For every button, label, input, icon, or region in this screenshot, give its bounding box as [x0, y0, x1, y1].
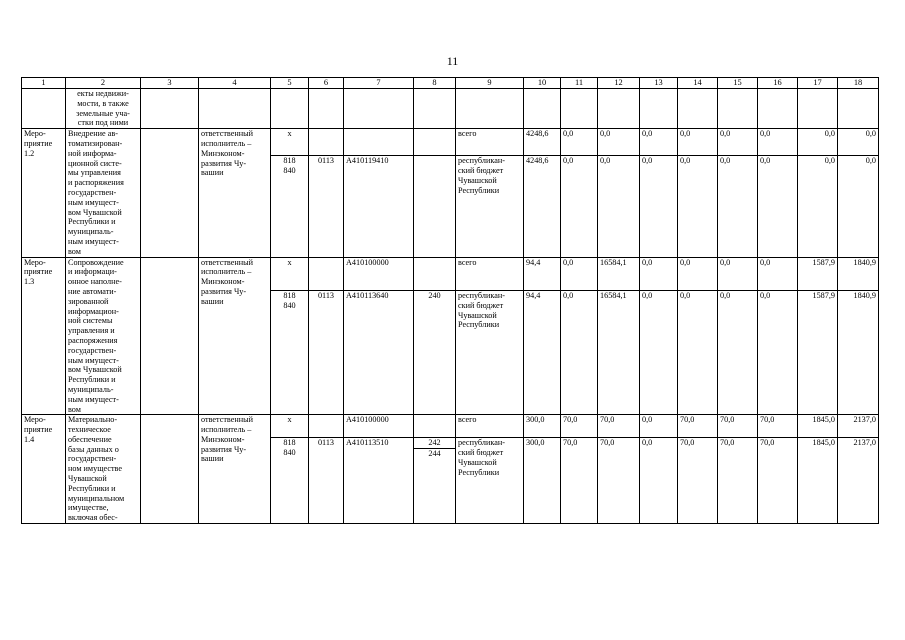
- funding-source-line: республикан-: [458, 156, 505, 166]
- event-description-line: вом Чувашской: [68, 365, 122, 375]
- column-header-6: 6: [309, 78, 344, 89]
- cell-col10: [524, 89, 561, 129]
- event-number-line: Меро-: [24, 257, 46, 267]
- value-col11: 0,0: [561, 290, 598, 414]
- responsible-executor-line: ответственный: [201, 129, 254, 139]
- cell-col13: [640, 89, 678, 129]
- event-number-line: приятие: [24, 138, 53, 148]
- event-number-line: Меро-: [24, 129, 46, 139]
- cell-col5: [271, 290, 309, 414]
- column-header-7: 7: [344, 78, 414, 89]
- cell-col7: [344, 129, 414, 156]
- event-description-line: ным имущест-: [68, 394, 119, 404]
- funding-source-line: Чувашской: [458, 310, 497, 320]
- value-col17: 0,0: [798, 129, 838, 156]
- carry-over-row: [22, 89, 879, 129]
- event-number-line: 1.3: [24, 277, 35, 287]
- cell-col4: [199, 89, 271, 129]
- value-col14: 70,0: [678, 438, 718, 524]
- value-col12: 16584,1: [598, 257, 640, 290]
- event-number: [22, 129, 66, 257]
- value-col18: 2137,0: [838, 415, 879, 438]
- cell-col3: [141, 129, 199, 257]
- column-header-1: 1: [22, 78, 66, 89]
- table-row: [22, 129, 879, 156]
- funding-source: [456, 156, 524, 257]
- cell-col5: x: [271, 415, 309, 438]
- cell-col6: [309, 89, 344, 129]
- responsible-executor-line: Минэконом-: [201, 277, 245, 287]
- value-col11: 0,0: [561, 156, 598, 257]
- column-header-13: 13: [640, 78, 678, 89]
- funding-source-line: Чувашской: [458, 457, 497, 467]
- responsible-executor: [199, 257, 271, 415]
- cell-col3: [141, 89, 199, 129]
- event-description-line: муниципальном: [68, 493, 125, 503]
- event-description-line: Республики и: [68, 217, 116, 227]
- carry-description-line: стки под ними: [77, 118, 129, 128]
- cell-col12: [598, 89, 640, 129]
- kbk-code-line: 840: [283, 300, 296, 310]
- funding-source-line: ский бюджет: [458, 166, 504, 176]
- cell-col5: [271, 89, 309, 129]
- value-col18: 2137,0: [838, 438, 879, 524]
- cell-col8: [414, 129, 456, 156]
- cell-col6: 0113: [309, 290, 344, 414]
- event-description-line: вом: [68, 246, 81, 256]
- column-header-4: 4: [199, 78, 271, 89]
- value-col12: 16584,1: [598, 290, 640, 414]
- value-col13: 0,0: [640, 415, 678, 438]
- event-description: [66, 257, 141, 415]
- expense-type-code: 244: [414, 448, 455, 459]
- event-description-line: информацион-: [68, 306, 119, 316]
- cell-col8: [414, 156, 456, 257]
- value-col13: 0,0: [640, 257, 678, 290]
- value-col14: 0,0: [678, 257, 718, 290]
- column-header-2: 2: [66, 78, 141, 89]
- event-description-line: Внедрение ав-: [68, 129, 118, 139]
- event-number-line: 1.2: [24, 148, 35, 158]
- event-description-line: зированной: [68, 296, 109, 306]
- cell-col5: [271, 156, 309, 257]
- value-col11: 0,0: [561, 257, 598, 290]
- cell-col6: [309, 415, 344, 438]
- responsible-executor: [199, 415, 271, 524]
- event-description-line: и информаци-: [68, 267, 117, 277]
- event-description-line: государствен-: [68, 187, 117, 197]
- cell-col7: А410113640: [344, 290, 414, 414]
- value-col11: 70,0: [561, 438, 598, 524]
- event-description-line: управления и: [68, 326, 115, 336]
- table-row: [22, 415, 879, 438]
- value-col12: 70,0: [598, 415, 640, 438]
- value-col15: 0,0: [718, 290, 758, 414]
- funding-source: всего: [456, 415, 524, 438]
- cell-col7: А410100000: [344, 415, 414, 438]
- event-description-line: ным имущест-: [68, 355, 119, 365]
- cell-col6: 0113: [309, 156, 344, 257]
- value-col17: 1845,0: [798, 438, 838, 524]
- event-description-line: Материально-: [68, 415, 118, 425]
- value-col16: 0,0: [758, 257, 798, 290]
- responsible-executor-line: развития Чу-: [201, 286, 247, 296]
- event-description-line: ным имущест-: [68, 197, 119, 207]
- value-col13: 0,0: [640, 290, 678, 414]
- value-col14: 0,0: [678, 129, 718, 156]
- value-col10: 94,4: [524, 257, 561, 290]
- value-col13: 0,0: [640, 129, 678, 156]
- value-col16: 70,0: [758, 438, 798, 524]
- cell-col5: x: [271, 257, 309, 290]
- event-description-line: муниципаль-: [68, 227, 114, 237]
- column-header-16: 16: [758, 78, 798, 89]
- event-description-line: Республики и: [68, 483, 116, 493]
- responsible-executor-line: Минэконом-: [201, 434, 245, 444]
- event-description-line: и распоряжения: [68, 178, 124, 188]
- kbk-code-line: 818: [283, 290, 296, 300]
- cell-col6: [309, 257, 344, 290]
- column-header-15: 15: [718, 78, 758, 89]
- value-col10: 4248,6: [524, 156, 561, 257]
- event-description-line: государствен-: [68, 345, 117, 355]
- value-col13: 0,0: [640, 156, 678, 257]
- event-description-line: Республики и: [68, 375, 116, 385]
- funding-source: всего: [456, 257, 524, 290]
- responsible-executor-line: вашии: [201, 168, 224, 178]
- column-header-8: 8: [414, 78, 456, 89]
- cell-col17: [798, 89, 838, 129]
- value-col16: 70,0: [758, 415, 798, 438]
- value-col10: 300,0: [524, 415, 561, 438]
- responsible-executor-line: развития Чу-: [201, 444, 247, 454]
- cell-col9: [456, 89, 524, 129]
- value-col14: 0,0: [678, 290, 718, 414]
- expense-type-code: 240: [428, 290, 441, 300]
- cell-col11: [561, 89, 598, 129]
- event-description-line: вом Чувашской: [68, 207, 122, 217]
- value-col11: 70,0: [561, 415, 598, 438]
- cell-col2: [66, 89, 141, 129]
- carry-description-line: земельные уча-: [76, 108, 130, 118]
- event-description-line: вом: [68, 404, 81, 414]
- cell-col8: [414, 438, 456, 524]
- funding-source: всего: [456, 129, 524, 156]
- column-header-18: 18: [838, 78, 879, 89]
- funding-source-line: Республики: [458, 320, 500, 330]
- column-header-11: 11: [561, 78, 598, 89]
- event-description-line: ционной систе-: [68, 158, 122, 168]
- value-col17: 1587,9: [798, 257, 838, 290]
- cell-col14: [678, 89, 718, 129]
- event-description-line: государствен-: [68, 454, 117, 464]
- cell-col8: [414, 415, 456, 438]
- funding-source-line: ский бюджет: [458, 300, 504, 310]
- value-col15: 70,0: [718, 438, 758, 524]
- funding-source-line: ский бюджет: [458, 448, 504, 458]
- event-description: [66, 415, 141, 524]
- value-col15: 0,0: [718, 257, 758, 290]
- event-number-line: приятие: [24, 425, 53, 435]
- kbk-code-line: 818: [283, 156, 296, 166]
- value-col12: 0,0: [598, 129, 640, 156]
- event-description-line: имуществе,: [68, 503, 109, 513]
- event-number: [22, 257, 66, 415]
- funding-source: [456, 290, 524, 414]
- event-description-line: ном имуществе: [68, 464, 123, 474]
- cell-col7: А410119410: [344, 156, 414, 257]
- event-description-line: томатизирован-: [68, 138, 123, 148]
- funding-source-line: Республики: [458, 185, 500, 195]
- column-header-5: 5: [271, 78, 309, 89]
- value-col15: 70,0: [718, 415, 758, 438]
- value-col13: 0,0: [640, 438, 678, 524]
- expense-type-code: 242: [428, 438, 441, 448]
- event-description-line: базы данных о: [68, 444, 119, 454]
- table-row: [22, 257, 879, 290]
- event-description-line: ной системы: [68, 316, 113, 326]
- cell-col7: [344, 89, 414, 129]
- responsible-executor-line: исполнитель –: [201, 138, 252, 148]
- value-col15: 0,0: [718, 129, 758, 156]
- value-col10: 300,0: [524, 438, 561, 524]
- value-col16: 0,0: [758, 156, 798, 257]
- event-description-line: мы управления: [68, 168, 121, 178]
- funding-source-line: Чувашской: [458, 175, 497, 185]
- responsible-executor-line: вашии: [201, 296, 224, 306]
- event-number: [22, 415, 66, 524]
- cell-col3: [141, 257, 199, 415]
- event-description-line: техническое: [68, 425, 111, 435]
- event-description-line: Сопровождение: [68, 257, 124, 267]
- header-row: [22, 78, 879, 89]
- responsible-executor-line: исполнитель –: [201, 267, 252, 277]
- value-col14: 0,0: [678, 156, 718, 257]
- value-col10: 4248,6: [524, 129, 561, 156]
- cell-col8: [414, 290, 456, 414]
- funding-source-line: республикан-: [458, 290, 505, 300]
- budget-table: [21, 77, 879, 524]
- event-number-line: Меро-: [24, 415, 46, 425]
- responsible-executor: [199, 129, 271, 257]
- cell-col8: [414, 257, 456, 290]
- column-header-17: 17: [798, 78, 838, 89]
- responsible-executor-line: развития Чу-: [201, 158, 247, 168]
- column-header-3: 3: [141, 78, 199, 89]
- event-description-line: ной информа-: [68, 148, 117, 158]
- value-col14: 70,0: [678, 415, 718, 438]
- cell-col6: [309, 129, 344, 156]
- event-description-line: распоряжения: [68, 335, 118, 345]
- event-description-line: ным имущест-: [68, 236, 119, 246]
- event-description-line: онное наполне-: [68, 277, 122, 287]
- funding-source: [456, 438, 524, 524]
- column-header-10: 10: [524, 78, 561, 89]
- value-col11: 0,0: [561, 129, 598, 156]
- cell-col7: А410100000: [344, 257, 414, 290]
- responsible-executor-line: вашии: [201, 454, 224, 464]
- value-col16: 0,0: [758, 129, 798, 156]
- cell-col7: А410113510: [344, 438, 414, 524]
- cell-col5: [271, 438, 309, 524]
- value-col15: 0,0: [718, 156, 758, 257]
- responsible-executor-line: исполнитель –: [201, 425, 252, 435]
- carry-description-line: екты недвижи-: [77, 89, 129, 98]
- funding-source-line: республикан-: [458, 438, 505, 448]
- cell-col15: [718, 89, 758, 129]
- cell-col8: [414, 89, 456, 129]
- event-description: [66, 129, 141, 257]
- responsible-executor-line: ответственный: [201, 257, 254, 267]
- cell-col5: x: [271, 129, 309, 156]
- cell-col1: [22, 89, 66, 129]
- event-description-line: Чувашской: [68, 474, 107, 484]
- event-description-line: включая обес-: [68, 513, 118, 523]
- value-col17: 0,0: [798, 156, 838, 257]
- value-col18: 0,0: [838, 129, 879, 156]
- cell-col6: 0113: [309, 438, 344, 524]
- value-col17: 1587,9: [798, 290, 838, 414]
- event-number-line: приятие: [24, 267, 53, 277]
- kbk-code-line: 840: [283, 448, 296, 458]
- event-description-line: обеспечение: [68, 434, 112, 444]
- responsible-executor-line: Минэконом-: [201, 148, 245, 158]
- value-col12: 70,0: [598, 438, 640, 524]
- page-number: 11: [446, 54, 459, 68]
- column-header-14: 14: [678, 78, 718, 89]
- value-col10: 94,4: [524, 290, 561, 414]
- kbk-code-line: 818: [283, 438, 296, 448]
- value-col12: 0,0: [598, 156, 640, 257]
- event-description-line: ние автомати-: [68, 286, 117, 296]
- value-col18: 0,0: [838, 156, 879, 257]
- cell-col16: [758, 89, 798, 129]
- event-number-line: 1.4: [24, 434, 35, 444]
- value-col18: 1840,9: [838, 257, 879, 290]
- column-header-9: 9: [456, 78, 524, 89]
- column-header-12: 12: [598, 78, 640, 89]
- event-description-line: муниципаль-: [68, 384, 114, 394]
- carry-description-line: мости, в также: [77, 98, 129, 108]
- cell-col18: [838, 89, 879, 129]
- funding-source-line: Республики: [458, 467, 500, 477]
- kbk-code-line: 840: [283, 166, 296, 176]
- value-col18: 1840,9: [838, 290, 879, 414]
- responsible-executor-line: ответственный: [201, 415, 254, 425]
- cell-col3: [141, 415, 199, 524]
- value-col16: 0,0: [758, 290, 798, 414]
- value-col17: 1845,0: [798, 415, 838, 438]
